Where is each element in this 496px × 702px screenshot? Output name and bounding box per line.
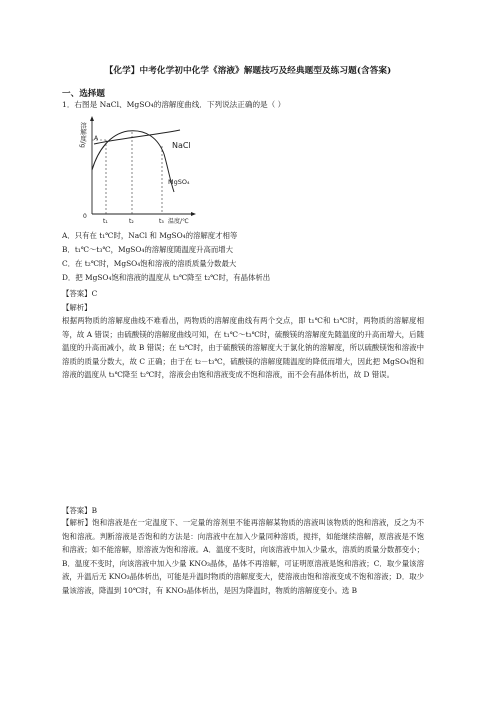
option-b: B．t₁℃～t₃℃，MgSO₄的溶解度随温度升高而增大 bbox=[62, 245, 234, 254]
y-axis-arrow bbox=[90, 116, 94, 121]
q2-answer: 【答案】B bbox=[62, 506, 97, 515]
tick-t3: t₃ bbox=[159, 218, 164, 225]
option-c: C．在 t₂℃时，MgSO₄饱和溶液的溶质质量分数最大 bbox=[62, 259, 237, 268]
point-a-label: A bbox=[94, 135, 99, 142]
mgso4-label: MgSO₄ bbox=[168, 178, 190, 186]
page-title: 【化学】中考化学初中化学《溶液》解题技巧及经典题型及练习题(含答案) bbox=[104, 66, 392, 76]
q1-analysis: 根据两物质的溶解度曲线不难看出，两物质的溶解度曲线有两个交点，即 t₁℃和 t₃℃时，两物质的溶解度相等，故 A 错误；由硫酸镁的溶解度曲线可知，在 t₁℃～t₃℃时，硫酸镁的溶解度先随温度的升高而增大，后随温度的升高而减小，故 B 错误；在 t₂℃时，由于硫酸镁的溶解度大于氯化钠的溶解度，所以硫酸镁饱和溶液中溶质的质量分数大，故 C 正确；由于在 t₂－t₃℃，硫酸镁的溶解度随温度的降低而增大，因此把 MgSO₄饱和溶液的温度从 t₃℃降至 t₂℃时，溶液会由饱和溶液变成不饱和溶液，而不会有晶体析出，故 D 错误。 bbox=[62, 316, 424, 380]
tick-t2: t₂ bbox=[129, 218, 134, 225]
q1-answer: 【答案】C bbox=[62, 289, 98, 298]
q1-analysis-label: 【解析】 bbox=[62, 303, 92, 312]
solubility-graph bbox=[80, 110, 208, 228]
nacl-curve bbox=[94, 130, 180, 144]
section-heading: 一、选择题 bbox=[62, 89, 105, 99]
option-a: A．只有在 t₁℃时，NaCl 和 MgSO₄的溶解度才相等 bbox=[62, 231, 238, 240]
option-d: D．把 MgSO₄饱和溶液的温度从 t₃℃降至 t₂℃时，有晶体析出 bbox=[62, 273, 271, 282]
nacl-label: NaCl bbox=[172, 141, 191, 150]
x-axis-label: 温度/℃ bbox=[168, 218, 189, 225]
origin-label: 0 bbox=[83, 213, 87, 220]
x-axis-arrow bbox=[191, 212, 196, 216]
question-1-stem: 1．右图是 NaCl、MgSO₄的溶解度曲线．下列说法正确的是（ ） bbox=[62, 100, 286, 109]
q2-analysis: 【解析】饱和溶液是在一定温度下、一定量的溶剂里不能再溶解某物质的溶液叫该物质的饱和溶液，反之为不饱和溶液。判断溶液是否饱和的方法是：向溶液中在加入少量同种溶质，搅拌，如能继续溶解，原溶液是不饱和溶液；如不能溶解，原溶液为饱和溶液。A．温度不变时，向该溶液中加入少量水，溶质的质量分数都变小；B．温度不变时，向该溶液中加入少量 KNO₃晶体，晶体不再溶解，可证明原溶液是饱和溶液；C．取少量该溶液，升温后无 KNO₃晶体析出，可能是升温时物质的溶解度变大，使溶液由饱和溶液变成不饱和溶液；D．取少量该溶液，降温到 10℃时，有 KNO₃晶体析出，是因为降温时，物质的溶解度变小。选 B bbox=[62, 518, 424, 595]
y-axis-label: 溶解度/g bbox=[79, 122, 87, 148]
tick-t1: t₁ bbox=[103, 218, 108, 225]
